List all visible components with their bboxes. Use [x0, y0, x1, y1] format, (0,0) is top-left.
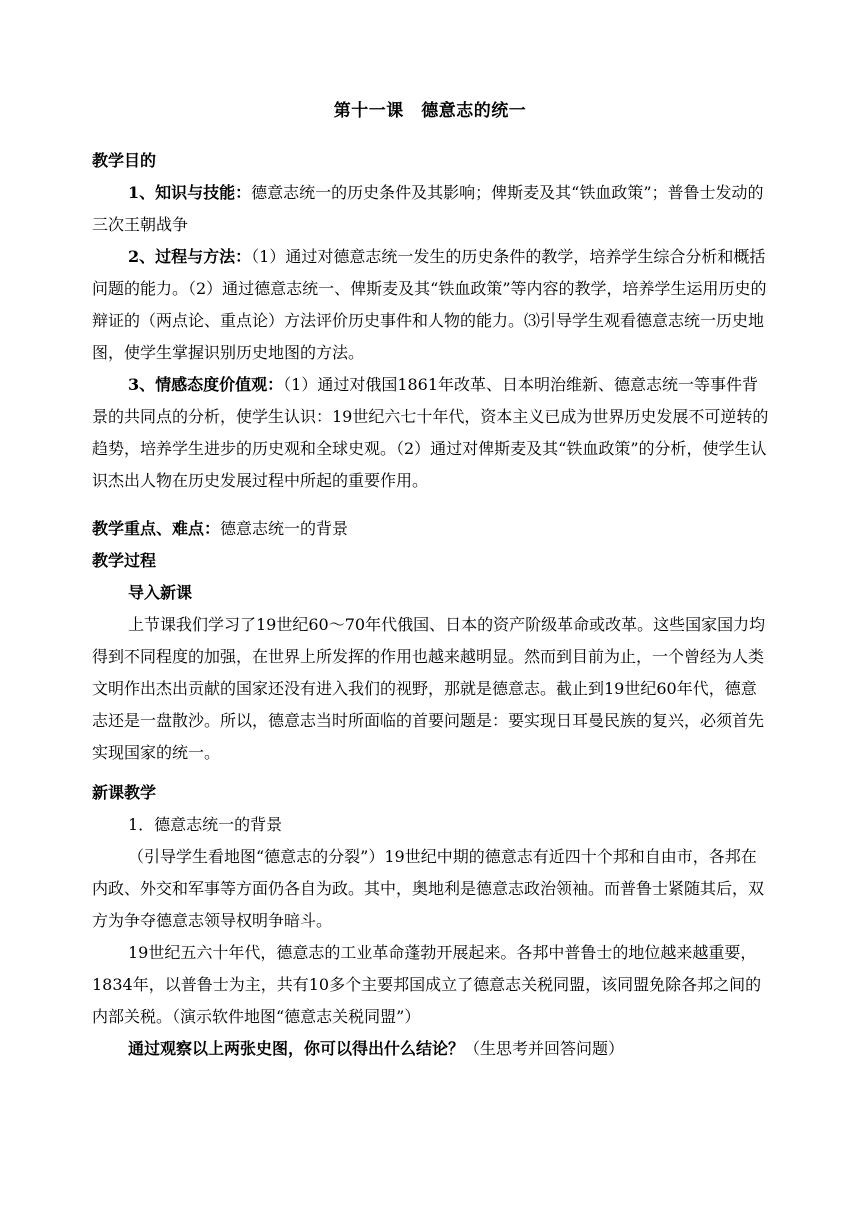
intro-heading: 导入新课 — [128, 583, 193, 602]
goal-2 — [92, 241, 772, 369]
paragraph-2 — [92, 937, 772, 1033]
process-heading: 教学过程 — [92, 551, 157, 570]
section-1-heading: 1．德意志统一的背景 — [128, 815, 283, 834]
goal-2-label: 2、过程与方法： — [128, 247, 252, 266]
new-lesson-heading: 新课教学 — [92, 783, 157, 802]
goal-3 — [92, 369, 772, 497]
goal-3-text: （1）通过对俄国1861年改革、日本明治维新、德意志统一等事件背景的共同点的分析，使学生认识：19世纪六七十年代，资本主义已成为世界历史发展不可逆转的趋势，培养学生进步的历史观和全球史观。（2）通过对俾斯麦及其“铁血政策”的分析，使学生认识杰出人物在历史发展过程中所起的重要作用。 — [92, 375, 769, 490]
question-note: （生思考并回答问题） — [464, 1039, 625, 1058]
paragraph-1-text: （引导学生看地图“德意志的分裂”）19世纪中期的德意志有近四十个邦和自由市，各邦在内政、外交和军事等方面仍各自为政。其中，奥地利是德意志政治领袖。而普鲁士紧随其后，双方为争夺德意志领导权明争暗斗。 — [92, 847, 765, 930]
intro-paragraph — [92, 609, 772, 769]
question — [92, 1033, 772, 1065]
intro-text: 上节课我们学习了19世纪60～70年代俄国、日本的资产阶级革命或改革。这些国家国力均得到不同程度的加强，在世界上所发挥的作用也越来越明显。然而到目前为止，一个曾经为人类文明作出杰出贡献的国家还没有进入我们的视野，那就是德意志。截止到19世纪60年代，德意志还是一盘散沙。所以，德意志当时所面临的首要问题是：要实现日耳曼民族的复兴，必须首先实现国家的统一。 — [92, 615, 766, 762]
goal-2-text: （1）通过对德意志统一发生的历史条件的教学，培养学生综合分析和概括问题的能力。（2）通过德意志统一、俾斯麦及其“铁血政策”等内容的教学，培养学生运用历史的辩证的（两点论、重点论）方法评价历史事件和人物的能力。⑶引导学生观看德意志统一历史地图，使学生掌握识别历史地图的方法。 — [92, 247, 767, 362]
key-points — [92, 513, 772, 545]
goal-1-text: 德意志统一的历史条件及其影响；俾斯麦及其“铁血政策”；普鲁士发动的三次王朝战争 — [92, 183, 764, 234]
paragraph-2-text: 19世纪五六十年代，德意志的工业革命蓬勃开展起来。各邦中普鲁士的地位越来越重要，1834年，以普鲁士为主，共有10多个主要邦国成立了德意志关税同盟，该同盟免除各邦之间的内部关税。（演示软件地图“德意志关税同盟”） — [92, 943, 762, 1026]
key-label: 教学重点、难点： — [92, 519, 221, 538]
question-text: 通过观察以上两张史图，你可以得出什么结论？ — [128, 1039, 465, 1058]
goal-1-label: 1、知识与技能： — [128, 183, 252, 202]
paragraph-1 — [92, 841, 772, 937]
lesson-title: 第十一课 德意志的统一 — [333, 101, 527, 121]
goal-heading: 教学目的 — [92, 151, 157, 170]
key-text: 德意志统一的背景 — [220, 519, 349, 538]
goal-3-label: 3、情感态度价值观： — [128, 375, 284, 394]
goal-1 — [92, 177, 772, 241]
